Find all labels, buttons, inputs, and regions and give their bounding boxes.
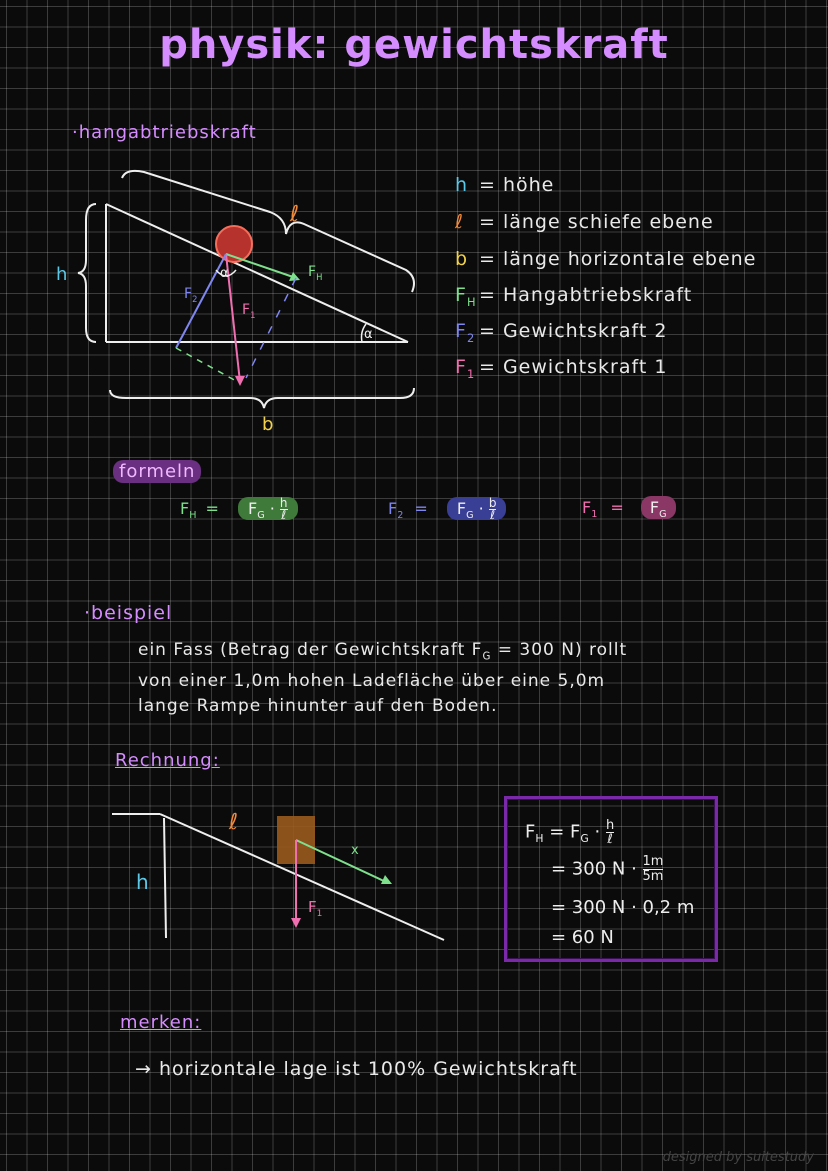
label-h: h: [56, 264, 68, 285]
credit: designed by suitestudy: [662, 1150, 814, 1165]
section-hangabtriebskraft: ·hangabtriebskraft: [72, 122, 257, 143]
legend-item-f1: $F_1$ = Gewichtskraft 1: [455, 356, 668, 381]
f1-arrowhead: [235, 376, 245, 386]
calculation-box: [504, 796, 718, 962]
ramp-f1-arrowhead: [291, 918, 301, 928]
section-beispiel: ·beispiel: [84, 602, 173, 624]
legend-item-l: ℓ = länge schiefe ebene: [455, 211, 714, 233]
formula-f1: $F_1 = F_G$: [582, 498, 676, 520]
formula-f2: $F_2 = F_G$ · b ℓ: [388, 498, 506, 521]
ramp-label-f1: $F_1$: [308, 898, 323, 919]
legend-item-fh: $F_H$ = Hangabtriebskraft: [455, 284, 693, 309]
section-formeln: formeln: [113, 460, 201, 483]
beispiel-line-1: ein Fass (Betrag der Gewichtskraft $F_G = 300$ N) rollt: [138, 640, 628, 663]
label-f1: $F_1$: [242, 302, 256, 320]
formula-fh-pill: $F_G$ · h ℓ: [238, 497, 298, 520]
formula-f2-pill: $F_G$ · b ℓ: [447, 497, 507, 520]
label-b: b: [262, 414, 274, 435]
section-merken: merken:: [120, 1012, 202, 1033]
label-alpha-bottom: α: [364, 327, 373, 342]
ramp-label-x: x: [351, 843, 359, 858]
label-l: ℓ: [290, 202, 300, 227]
ramp-label-h: h: [136, 870, 149, 894]
inclined-plane-diagram: [40, 160, 440, 440]
formula-fh: $F_H = F_G$ · h ℓ: [180, 498, 298, 521]
legend-item-b: b = länge horizontale ebene: [455, 248, 757, 270]
construction-line-2: [246, 278, 296, 378]
beispiel-text: [138, 638, 778, 719]
beispiel-line-3: lange Rampe hinunter auf den Boden.: [138, 696, 498, 717]
calc-line-3: = 300 N · 0,2 m: [551, 897, 695, 918]
label-f2: $F_2$: [184, 286, 198, 304]
section-rechnung: Rechnung:: [115, 750, 220, 771]
triangle-slope-edge: [106, 204, 408, 342]
base-brace: [110, 388, 414, 408]
legend-item-f2: $F_2$ = Gewichtskraft 2: [455, 320, 668, 345]
ramp-height-line: [164, 818, 166, 938]
label-fh: $F_H$: [308, 264, 323, 282]
label-alpha-top: α: [220, 266, 229, 281]
calc-line-4: = 60 N: [551, 927, 614, 948]
legend: [455, 174, 756, 392]
ramp-diagram: [100, 800, 460, 950]
legend-item-h: h = höhe: [455, 174, 555, 196]
beispiel-line-2: von einer 1,0m hohen Ladefläche über eine 5,0m: [138, 671, 606, 692]
ramp-label-l: ℓ: [229, 810, 239, 835]
page-title: physik: gewichtskraft: [159, 22, 669, 68]
merken-text: → horizontale lage ist 100% Gewichtskraft: [135, 1058, 578, 1080]
calc-line-2: = 300 N · $\frac{1m}{5m}$: [551, 854, 664, 884]
formula-f1-pill: $F_G$: [641, 496, 676, 519]
calc-line-1: $F_H = F_G$ · h ℓ: [525, 818, 615, 847]
height-brace: [78, 204, 96, 342]
construction-line-1: [176, 348, 238, 382]
